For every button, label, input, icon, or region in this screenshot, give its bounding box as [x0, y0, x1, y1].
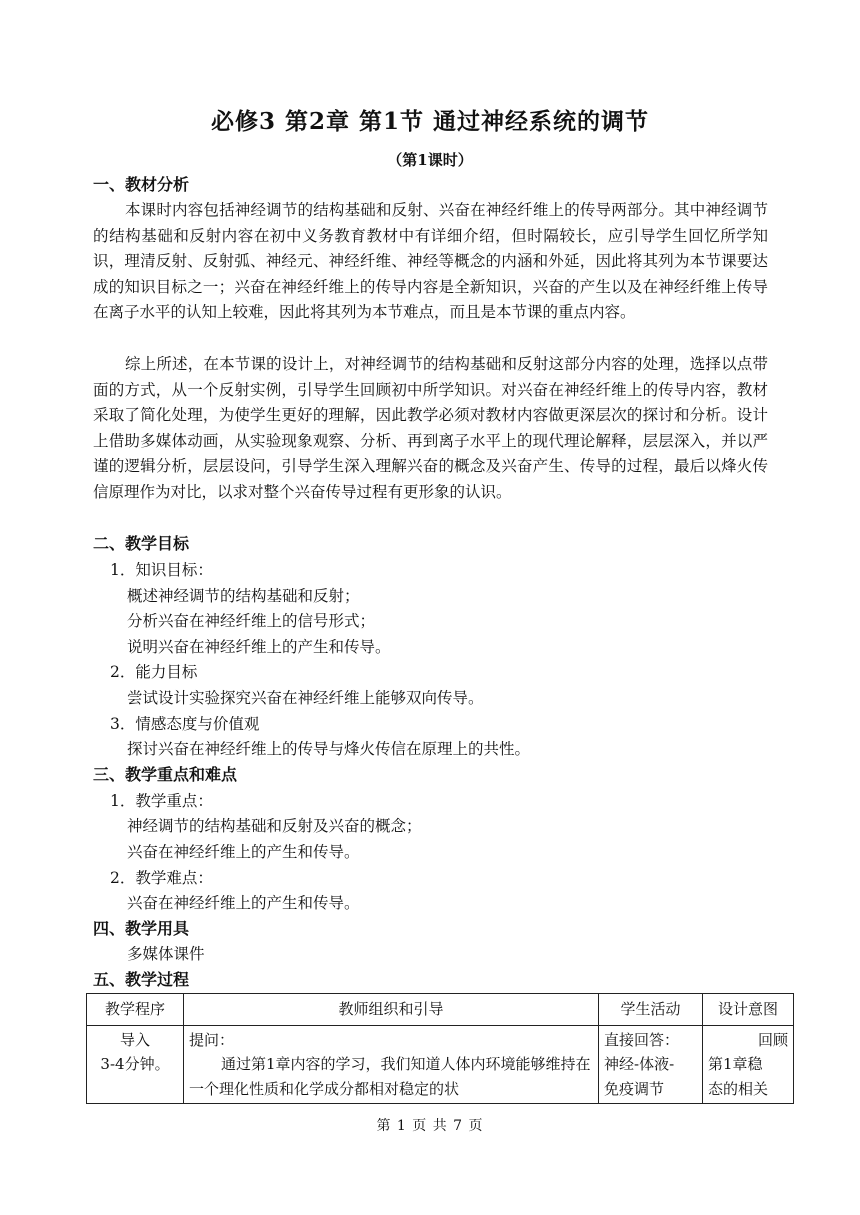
- difficulty-label: 2．教学难点：: [110, 869, 213, 887]
- section-heading-objectives: 二、教学目标: [93, 534, 190, 553]
- student-activity-line: 直接回答：: [604, 1030, 680, 1049]
- objective-attitude-item: 探讨兴奋在神经纤维上的传导与烽火传信在原理上的共性。: [127, 740, 531, 758]
- procedure-duration: 3-4分钟。: [100, 1055, 170, 1073]
- objective-knowledge-item: 分析兴奋在神经纤维上的信号形式；: [127, 612, 376, 630]
- design-intent-line: 第1章稳: [708, 1055, 763, 1073]
- objective-ability: 2．能力目标: [110, 663, 198, 681]
- table-header-cell: 教师组织和引导: [184, 994, 599, 1026]
- student-activity-line: 神经-体液-: [604, 1055, 675, 1073]
- table-cell-teacher: [184, 1025, 599, 1104]
- teaching-process-table: [86, 993, 794, 1104]
- key-point-item: 兴奋在神经纤维上的产生和传导。: [127, 843, 360, 861]
- objective-knowledge-item: 说明兴奋在神经纤维上的产生和传导。: [127, 638, 391, 656]
- teacher-prompt-text: 通过第1章内容的学习，我们知道人体内环境能够维持在一个理化性质和化学成分都相对稳定的状: [189, 1055, 591, 1098]
- section-heading-key-points: 三、教学重点和难点: [93, 765, 238, 784]
- table-header-cell: 学生活动: [599, 994, 703, 1026]
- objective-ability-item: 尝试设计实验探究兴奋在神经纤维上能够双向传导。: [127, 689, 484, 707]
- table-header-cell: 设计意图: [703, 994, 794, 1026]
- page-subtitle: （第1课时）: [387, 151, 473, 169]
- table-row: [87, 1025, 794, 1104]
- difficulty-item: 兴奋在神经纤维上的产生和传导。: [127, 894, 360, 912]
- design-intent-line: 回顾: [757, 1030, 788, 1049]
- section-heading-tools: 四、教学用具: [93, 919, 190, 938]
- objective-knowledge-item: 概述神经调节的结构基础和反射；: [127, 587, 360, 605]
- analysis-paragraph-2: 综上所述，在本节课的设计上，对神经调节的结构基础和反射这部分内容的处理，选择以点带面的方式，从一个反射实例，引导学生回顾初中所学知识。对兴奋在神经纤维上的传导内容，教材采取了简化处理，为使学生更好的理解，因此教学必须对教材内容做更深层次的探讨和分析。设计上借助多媒体动画，从实验现象观察、分析、再到离子水平上的现代理论解释，层层深入，并以严谨的逻辑分析，层层设问，引导学生深入理解兴奋的概念及兴奋产生、传导的过程，最后以烽火传信原理作为对比，以求对整个兴奋传导过程有更形象的认识。: [93, 355, 768, 501]
- design-intent-line: 态的相关: [708, 1079, 769, 1098]
- table-cell-procedure: [87, 1025, 184, 1104]
- table-cell-student: [599, 1025, 703, 1104]
- procedure-name: 导入: [119, 1030, 150, 1049]
- student-activity-line: 免疫调节: [604, 1079, 665, 1098]
- objective-knowledge: 1．知识目标：: [110, 561, 213, 579]
- page-footer: 第 1 页 共 7 页: [376, 1118, 484, 1134]
- tools-item: 多媒体课件: [127, 945, 205, 963]
- key-point-label: 1．教学重点：: [110, 792, 213, 810]
- objective-attitude: 3．情感态度与价值观: [110, 715, 260, 733]
- analysis-paragraph-1: 本课时内容包括神经调节的结构基础和反射、兴奋在神经纤维上的传导两部分。其中神经调节的结构基础和反射内容在初中义务教育教材中有详细介绍，但时隔较长，应引导学生回忆所学知识，理清反射、反射弧、神经元、神经纤维、神经等概念的内涵和外延，因此将其列为本节课要达成的知识目标之一；兴奋在神经纤维上的传导内容是全新知识，兴奋的产生以及在神经纤维上传导在离子水平的认知上较难，因此将其列为本节难点，而且是本节课的重点内容。: [93, 201, 768, 322]
- table-header-cell: 教学程序: [87, 994, 184, 1026]
- table-header-row: [87, 994, 794, 1026]
- teacher-prompt-label: 提问：: [189, 1030, 235, 1049]
- section-heading-analysis: 一、教材分析: [93, 175, 190, 194]
- section-heading-process: 五、教学过程: [93, 970, 190, 989]
- table-cell-intent: [703, 1025, 794, 1104]
- page-title: 必修3 第2章 第1节 通过神经系统的调节: [210, 108, 650, 135]
- key-point-item: 神经调节的结构基础和反射及兴奋的概念；: [127, 817, 422, 835]
